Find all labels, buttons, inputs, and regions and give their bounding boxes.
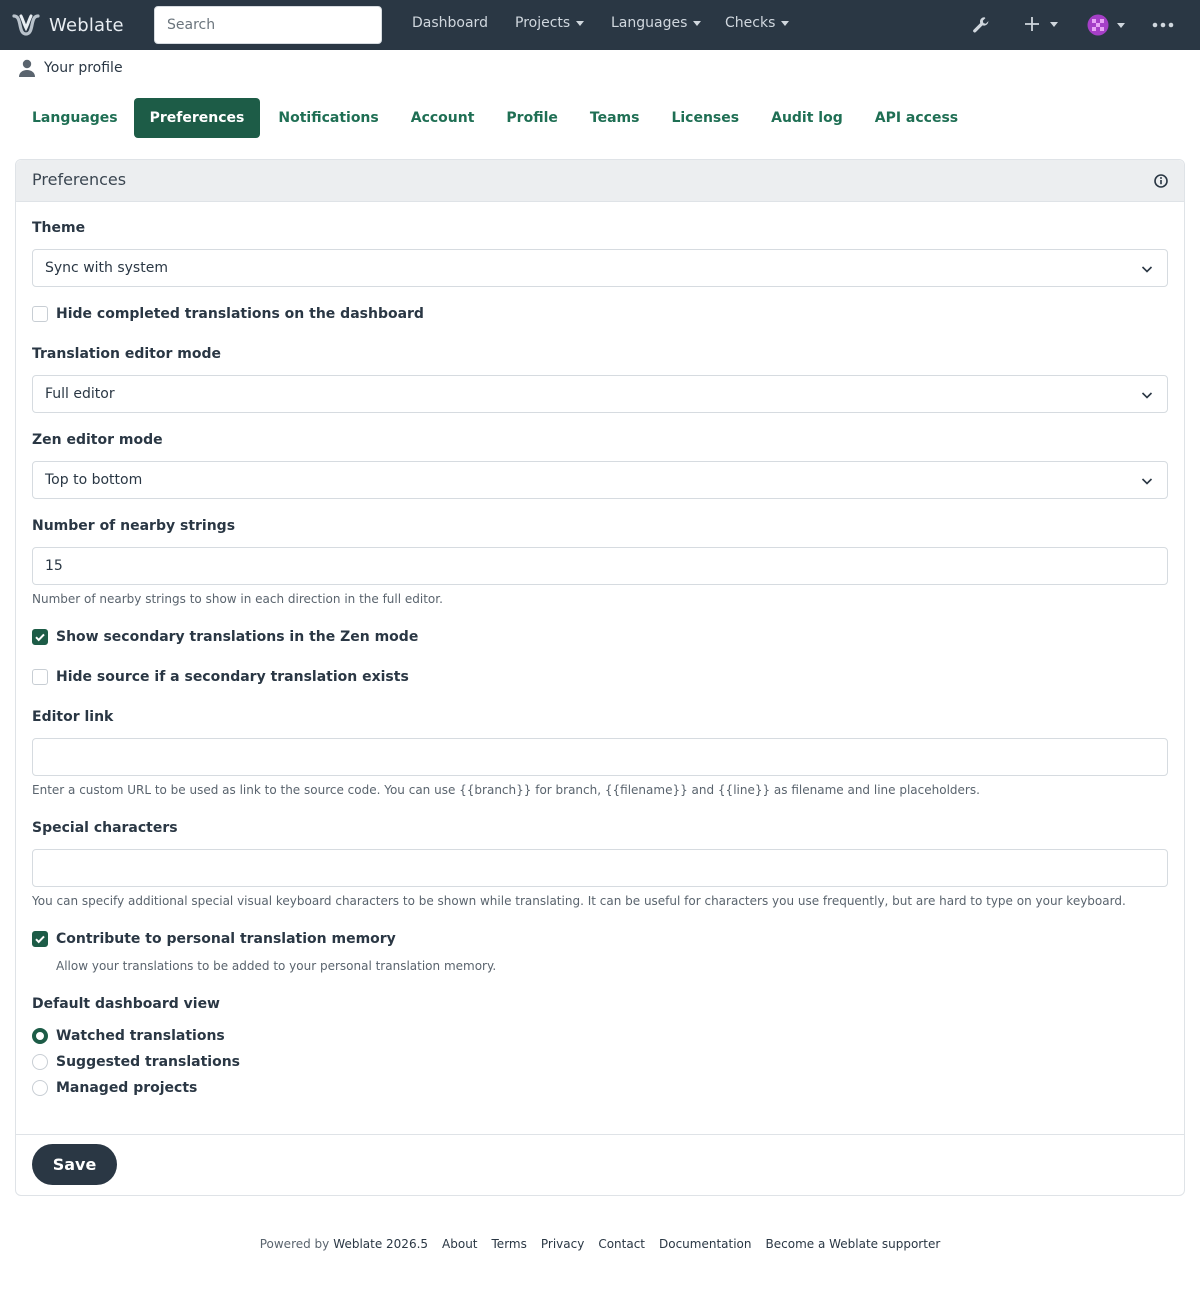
caret-down-icon [781, 21, 789, 26]
watched-radio[interactable] [32, 1028, 48, 1044]
add-menu[interactable] [1024, 16, 1058, 32]
caret-down-icon [576, 21, 584, 26]
nav-dashboard[interactable] [412, 15, 488, 31]
search-input[interactable] [154, 6, 382, 44]
dashboard-view-label: Default dashboard view [32, 996, 220, 1012]
card-footer [16, 1134, 1184, 1195]
special-characters-input[interactable] [32, 849, 1168, 887]
zen-mode-value: Top to bottom [45, 472, 143, 488]
top-navbar [0, 0, 1200, 50]
page-title: Your profile [44, 60, 123, 76]
show-secondary-label: Show secondary translations in the Zen mode [56, 629, 419, 645]
zen-mode-select[interactable] [32, 461, 1168, 499]
card-header [16, 160, 1184, 202]
nearby-strings-input[interactable] [32, 547, 1168, 585]
editor-mode-value: Full editor [45, 386, 115, 402]
caret-down-icon [693, 21, 701, 26]
footer-link-about[interactable]: About [442, 1237, 478, 1251]
suggested-label: Suggested translations [56, 1054, 241, 1070]
brand[interactable] [12, 12, 124, 38]
person-icon [17, 58, 37, 78]
theme-label: Theme [32, 220, 86, 236]
powered-by-text: Powered by [259, 1237, 330, 1251]
nav-checks[interactable] [725, 15, 789, 31]
hide-source-label: Hide source if a secondary translation exists [56, 669, 409, 685]
card-title: Preferences [32, 170, 127, 189]
nav-languages[interactable] [611, 15, 701, 31]
profile-tabs [16, 98, 974, 138]
zen-mode-label: Zen editor mode [32, 432, 163, 448]
managed-label: Managed projects [56, 1080, 198, 1096]
dashboard-option-suggested[interactable] [32, 1054, 240, 1070]
footer-link-terms[interactable]: Terms [491, 1237, 527, 1251]
special-characters-label: Special characters [32, 820, 178, 836]
nearby-strings-label: Number of nearby strings [32, 518, 236, 534]
page-footer [0, 1237, 1200, 1251]
editor-mode-label: Translation editor mode [32, 346, 221, 362]
show-secondary-checkbox-row[interactable] [32, 629, 418, 645]
tab-preferences[interactable]: Preferences [134, 98, 261, 138]
nav-languages-label: Languages [611, 15, 688, 31]
caret-down-icon [1117, 23, 1125, 28]
checkmark-icon [34, 631, 46, 643]
tab-account[interactable]: Account [410, 110, 475, 126]
suggested-radio[interactable] [32, 1054, 48, 1070]
editor-link-label: Editor link [32, 709, 114, 725]
footer-link-privacy[interactable]: Privacy [540, 1237, 585, 1251]
theme-select[interactable] [32, 249, 1168, 287]
weblate-logo-icon [12, 12, 40, 38]
wrench-icon[interactable] [971, 15, 991, 35]
theme-select-value: Sync with system [45, 260, 168, 276]
hide-completed-label: Hide completed translations on the dashboard [56, 306, 424, 322]
hide-source-checkbox-row[interactable] [32, 669, 409, 685]
special-characters-help: You can specify additional special visual keyboard characters to be shown while translating. It can be useful for characters you use frequently, but are hard to type on your keyboard. [32, 894, 1126, 908]
nav-dashboard-label: Dashboard [412, 15, 488, 31]
editor-link-help: Enter a custom URL to be used as link to the source code. You can use {{branch}} for branch, {{filename}} and {{line}} as filename and line placeholders. [32, 783, 980, 797]
chevron-down-icon [1141, 263, 1153, 275]
brand-name: Weblate [49, 14, 124, 36]
info-icon[interactable] [1154, 174, 1168, 188]
save-button[interactable]: Save [32, 1144, 117, 1185]
chevron-down-icon [1141, 475, 1153, 487]
tab-api-access[interactable]: API access [874, 110, 959, 126]
more-menu-icon[interactable] [1152, 22, 1174, 28]
hide-completed-checkbox-row[interactable] [32, 306, 424, 322]
footer-version-link[interactable]: Weblate 2026.5 [333, 1237, 429, 1251]
tab-languages[interactable]: Languages [32, 110, 118, 126]
tab-licenses[interactable]: Licenses [671, 110, 740, 126]
breadcrumb [17, 58, 123, 78]
contribute-memory-checkbox[interactable] [32, 931, 48, 947]
nav-projects[interactable] [515, 15, 584, 31]
tab-profile[interactable]: Profile [506, 110, 558, 126]
footer-link-documentation[interactable]: Documentation [659, 1237, 752, 1251]
chevron-down-icon [1141, 389, 1153, 401]
tab-audit-log[interactable]: Audit log [771, 110, 843, 126]
contribute-memory-label: Contribute to personal translation memory [56, 931, 396, 947]
plus-icon [1024, 16, 1040, 32]
managed-radio[interactable] [32, 1080, 48, 1096]
avatar [1087, 14, 1109, 36]
contribute-memory-checkbox-row[interactable] [32, 931, 396, 947]
watched-label: Watched translations [56, 1028, 225, 1044]
nav-checks-label: Checks [725, 15, 776, 31]
show-secondary-checkbox[interactable] [32, 629, 48, 645]
nav-projects-label: Projects [515, 15, 571, 31]
editor-link-input[interactable] [32, 738, 1168, 776]
contribute-memory-help: Allow your translations to be added to your personal translation memory. [56, 959, 497, 973]
tab-teams[interactable]: Teams [589, 110, 640, 126]
hide-completed-checkbox[interactable] [32, 306, 48, 322]
dashboard-option-managed[interactable] [32, 1080, 197, 1096]
hide-source-checkbox[interactable] [32, 669, 48, 685]
footer-link-contact[interactable]: Contact [598, 1237, 645, 1251]
caret-down-icon [1050, 22, 1058, 27]
user-menu[interactable] [1087, 14, 1125, 36]
editor-mode-select[interactable] [32, 375, 1168, 413]
dashboard-option-watched[interactable] [32, 1028, 225, 1044]
nearby-strings-help: Number of nearby strings to show in each direction in the full editor. [32, 592, 443, 606]
checkmark-icon [34, 933, 46, 945]
footer-link-supporter[interactable]: Become a Weblate supporter [765, 1237, 941, 1251]
tab-notifications[interactable]: Notifications [278, 110, 379, 126]
